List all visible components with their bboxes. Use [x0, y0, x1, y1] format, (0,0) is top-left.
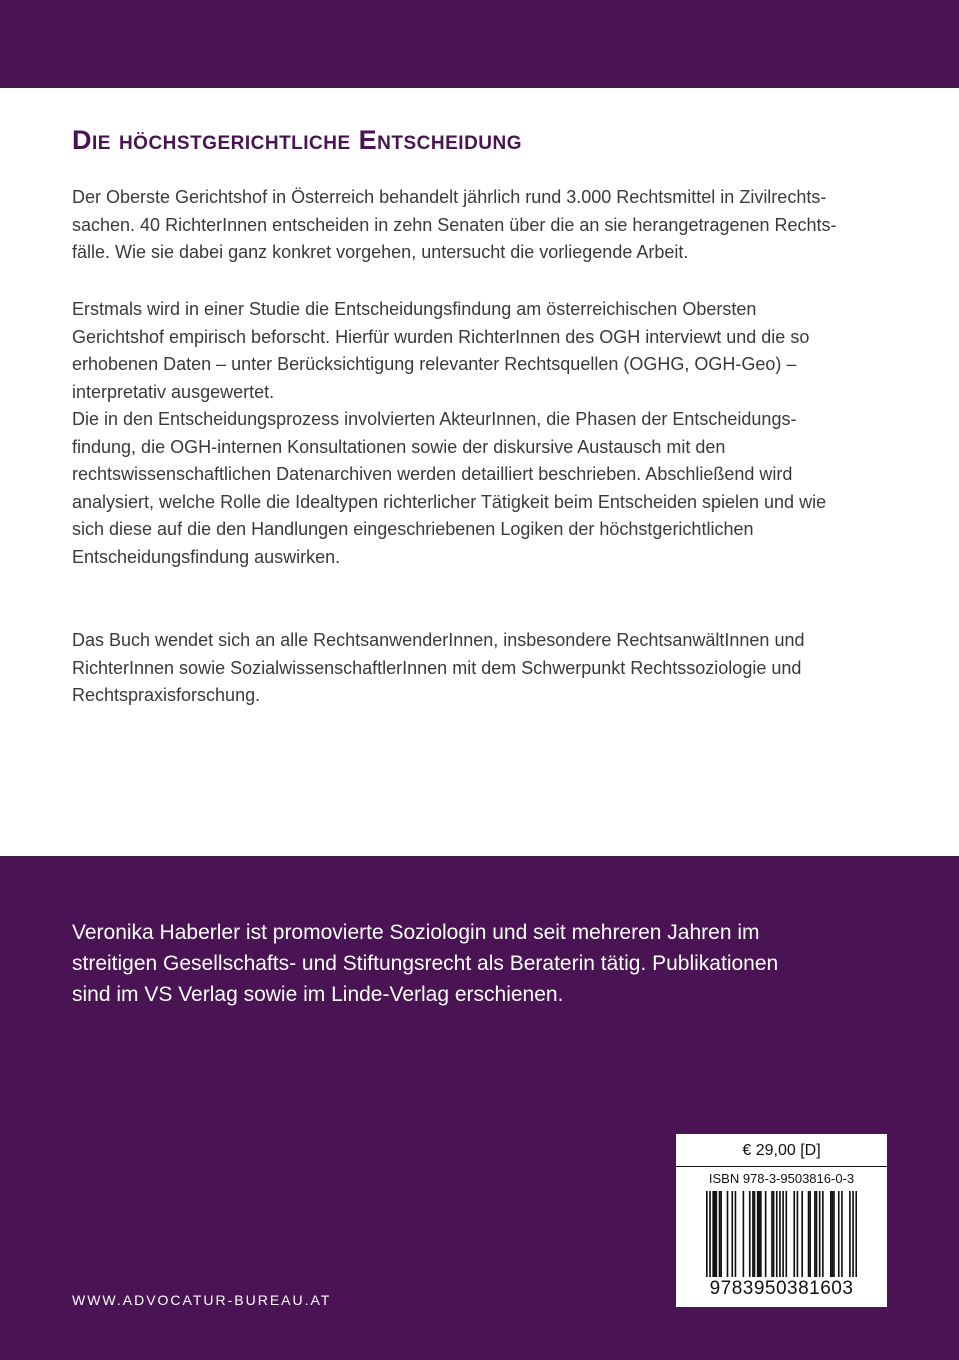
- barcode-bar: [814, 1191, 816, 1277]
- barcode-bar: [765, 1191, 767, 1277]
- barcode-bar: [816, 1191, 818, 1277]
- text-line: sachen. 40 RichterInnen entscheiden in zehn Senaten über die an sie herangetragenen Rechts-: [72, 214, 837, 235]
- text-line: Der Oberste Gerichtshof in Österreich behandelt jährlich rund 3.000 Rechtsmittel in Zivilrechts-: [72, 187, 827, 207]
- barcode-bar: [735, 1191, 737, 1277]
- price-tag: € 29,00 [D]: [742, 1142, 821, 1159]
- barcode-bar: [749, 1191, 751, 1277]
- text-line: streitigen Gesellschafts- und Stiftungsrecht als Beraterin tätig. Publikationen: [72, 952, 779, 975]
- barcode-icon: [706, 1191, 857, 1277]
- text-line: Die in den Entscheidungsprozess involvierten AkteurInnen, die Phasen der Entscheidungs-: [72, 409, 797, 429]
- text-line: Erstmals wird in einer Studie die Entscheidungsfindung am österreichischen Obersten: [72, 299, 757, 319]
- text-line: interpretativ ausgewertet.: [72, 381, 275, 402]
- text-line: RichterInnen sowie SozialwissenschaftlerInnen mit dem Schwerpunkt Rechtssoziologie und: [72, 657, 802, 678]
- back-cover-title: Die höchstgerichtliche Entscheidung: [72, 125, 523, 155]
- barcode-bar: [731, 1191, 733, 1277]
- barcode-bar: [785, 1191, 787, 1277]
- barcode-bar: [832, 1191, 834, 1277]
- barcode-bar: [841, 1191, 843, 1277]
- barcode-bar: [706, 1191, 708, 1277]
- barcode-label: [676, 1134, 887, 1307]
- barcode-bar: [782, 1191, 784, 1277]
- website-link[interactable]: WWW.ADVOCATUR-BUREAU.AT: [72, 1292, 332, 1308]
- barcode-bar: [758, 1191, 760, 1277]
- barcode-bar: [849, 1191, 851, 1277]
- text-line: Entscheidungsfindung auswirken.: [72, 546, 341, 567]
- text-line: Das Buch wendet sich an alle RechtsanwenderInnen, insbesondere RechtsanwältInnen und: [72, 630, 805, 650]
- barcode-bar: [808, 1191, 810, 1277]
- text-line: sich diese auf die den Handlungen eingeschriebenen Logiken der höchstgerichtlichen: [72, 519, 754, 540]
- barcode-bar: [776, 1191, 778, 1277]
- text-line: sind im VS Verlag sowie im Linde-Verlag erschienen.: [72, 983, 564, 1006]
- barcode-bar: [727, 1191, 729, 1277]
- text-line: Veronika Haberler ist promovierte Soziologin und seit mehreren Jahren im: [72, 921, 760, 944]
- barcode-bar: [819, 1191, 821, 1277]
- isbn-text: ISBN 978-3-9503816-0-3: [708, 1171, 855, 1186]
- text-line: findung, die OGH-internen Konsultationen sowie der diskursive Austausch mit den: [72, 436, 726, 457]
- text-line: Rechtspraxisforschung.: [72, 685, 261, 706]
- barcode-bar: [757, 1191, 759, 1277]
- barcode-bar: [797, 1191, 799, 1277]
- barcode-bar: [716, 1191, 718, 1277]
- author-bio: [72, 917, 902, 1010]
- process-paragraph: [72, 406, 892, 572]
- barcode-bar: [771, 1191, 773, 1277]
- barcode-bar: [838, 1191, 840, 1277]
- barcode-bar: [720, 1191, 722, 1277]
- intro-paragraph: [72, 184, 892, 267]
- barcode-bar: [793, 1191, 795, 1277]
- barcode-number: 9783950381603: [709, 1278, 854, 1299]
- barcode-bar: [709, 1191, 711, 1277]
- divider: [676, 1166, 887, 1167]
- barcode-bar: [855, 1191, 857, 1277]
- audience-paragraph: [72, 627, 892, 710]
- barcode-bar: [833, 1191, 835, 1277]
- text-line: analysiert, welche Rolle die Idealtypen richterlicher Tätigkeit beim Entscheiden spielen und wie: [72, 491, 827, 512]
- barcode-bar: [773, 1191, 775, 1277]
- text-line: rechtswissenschaftlichen Datenarchiven werden detailliert beschrieben. Abschließend wird: [72, 464, 793, 485]
- barcode-bar: [754, 1191, 756, 1277]
- barcode-bar: [830, 1191, 832, 1277]
- barcode-bar: [760, 1191, 762, 1277]
- text-line: fälle. Wie sie dabei ganz konkret vorgehen, untersucht die vorliegende Arbeit.: [72, 242, 689, 263]
- barcode-bar: [822, 1191, 824, 1277]
- text-line: Gerichtshof empirisch beforscht. Hierfür wurden RichterInnen des OGH interviewt und die so: [72, 326, 810, 347]
- barcode-bar: [712, 1191, 714, 1277]
- barcode-bar: [752, 1191, 754, 1277]
- study-paragraph: [72, 296, 892, 406]
- barcode-bar: [714, 1191, 716, 1277]
- barcode-bar: [719, 1191, 721, 1277]
- text-line: erhobenen Daten – unter Berücksichtigung relevanter Rechtsquellen (OGHG, OGH-Geo) –: [72, 354, 797, 375]
- barcode-bar: [809, 1191, 811, 1277]
- barcode-bar: [743, 1191, 745, 1277]
- barcode-bar: [852, 1191, 854, 1277]
- barcode-bar: [801, 1191, 803, 1277]
- barcode-bar: [779, 1191, 781, 1277]
- top-purple-band: [0, 0, 959, 88]
